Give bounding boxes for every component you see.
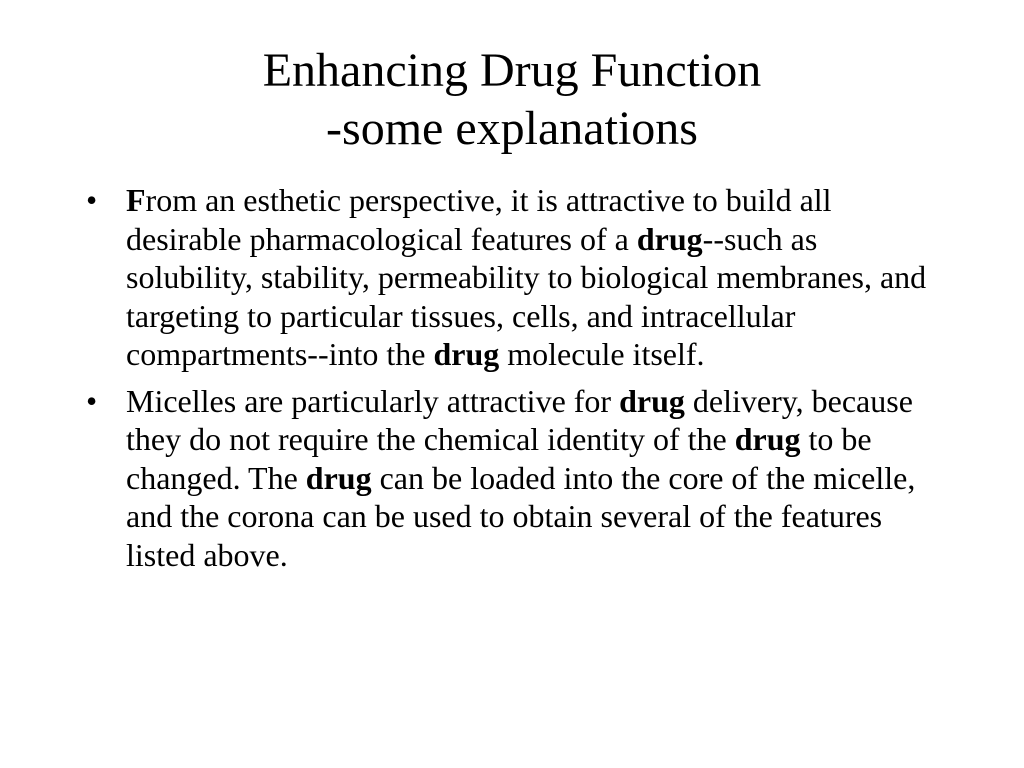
slide-title xyxy=(0,42,1024,158)
bullet-text-segment: --such as solubility, stability, permeability to biological membranes, and targeting to particular tissues, cells, and intracellular compartments--into the xyxy=(126,220,927,372)
bullet-marker: • xyxy=(86,382,98,419)
bullet-text-segment: rom an esthetic perspective, it is attractive to build all desirable pharmacological features of a xyxy=(126,182,832,257)
bullet-text-segment: drug xyxy=(734,421,801,457)
bullet-text-segment: drug xyxy=(619,382,685,419)
bullet-text-segment: to be changed. The xyxy=(126,421,872,496)
bullet-item-2 xyxy=(86,382,946,575)
title-line-2: -some explanations xyxy=(326,102,698,155)
bullet-item-1 xyxy=(86,181,946,374)
bullet-marker: • xyxy=(86,182,98,218)
bullet-text-segment: can be loaded into the core of the micelle, and the corona can be used to obtain several of the features listed above. xyxy=(126,459,916,573)
bullet-text-segment: drug xyxy=(636,220,703,257)
title-line-1: Enhancing Drug Function xyxy=(262,44,762,97)
bullet-text-segment: molecule itself. xyxy=(499,336,705,372)
bullet-list xyxy=(86,181,946,582)
bullet-text-segment: drug xyxy=(305,459,372,496)
bullet-text-segment: drug xyxy=(433,336,500,372)
bullet-text-segment: Micelles are particularly attractive for xyxy=(126,382,620,419)
bullet-text-segment: F xyxy=(126,182,146,218)
bullet-text-segment: delivery, because they do not require the chemical identity of the xyxy=(126,382,913,457)
